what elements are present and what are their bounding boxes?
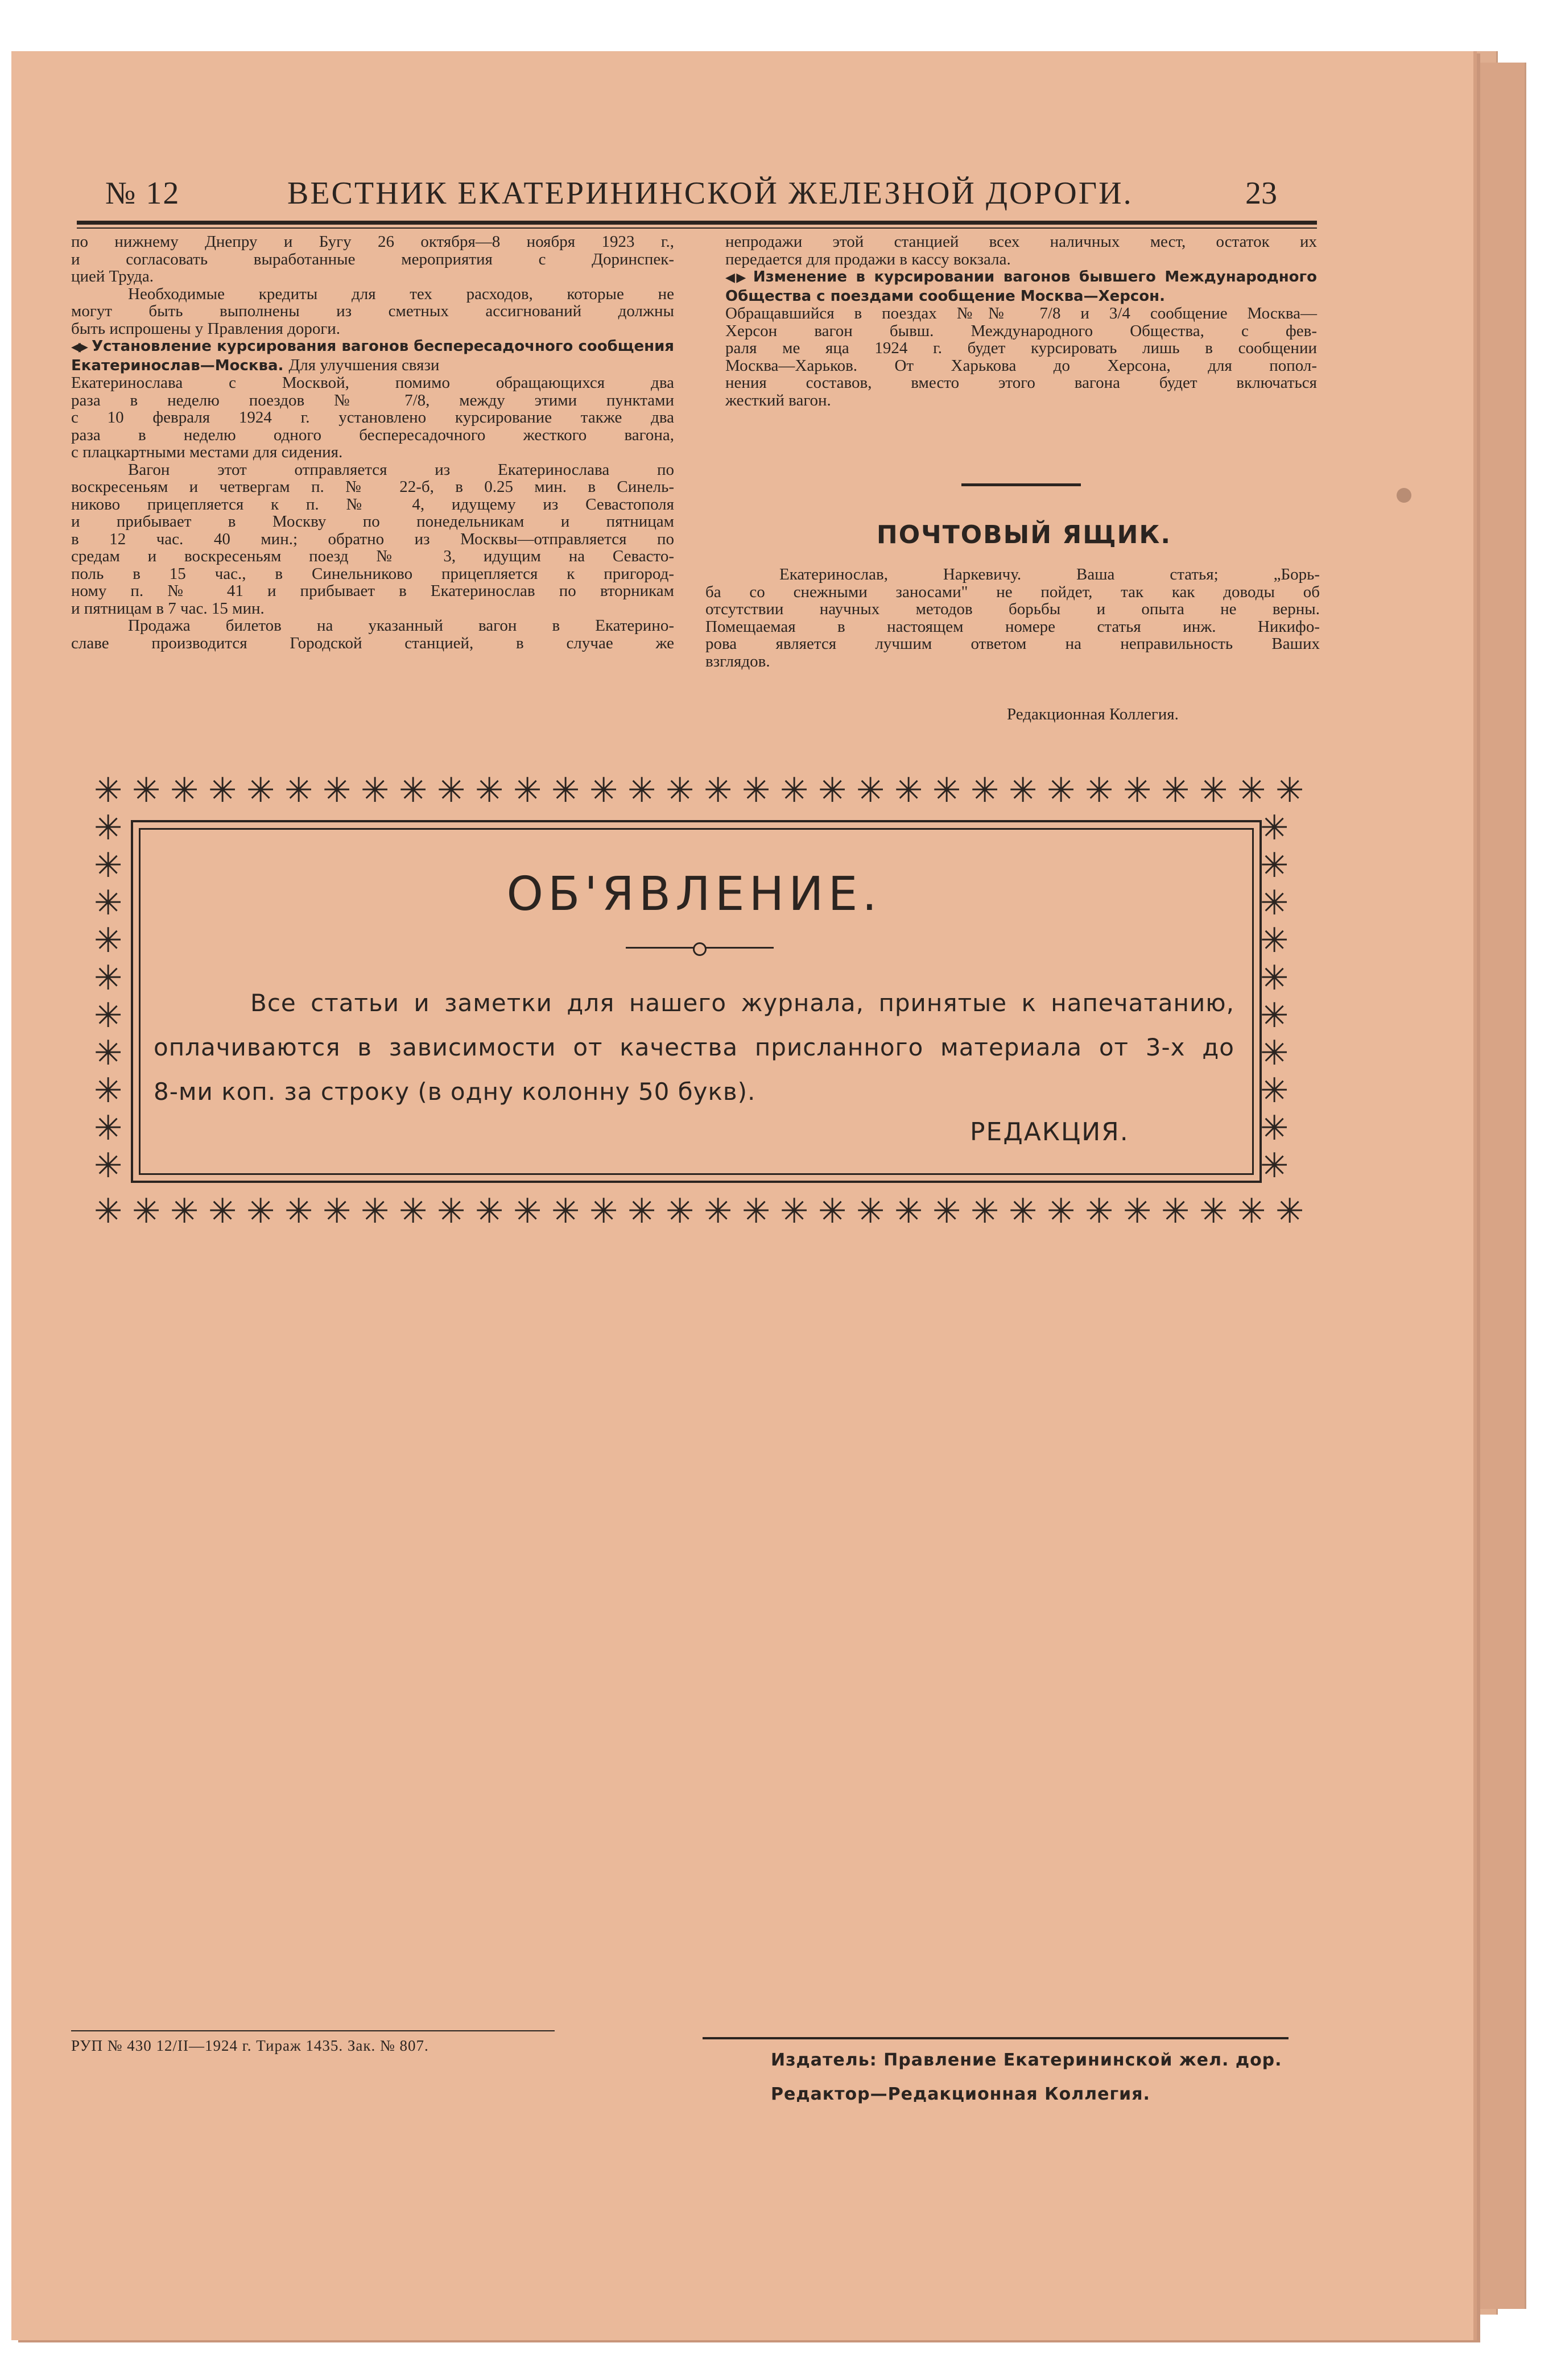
text-line: средам и воскресеньям поезд № 3, идущим на Севасто- bbox=[71, 547, 674, 565]
ornament-star-icon: ✳ bbox=[399, 1191, 428, 1231]
text-line: Необходимые кредиты для тех расходов, которые не bbox=[128, 284, 674, 303]
ornament-star-icon: ✳ bbox=[323, 1191, 352, 1231]
ornament-star-icon: ✳ bbox=[1260, 921, 1289, 961]
text-line: с плацкартными местами для сидения. bbox=[71, 443, 343, 461]
text-line: с 10 февраля 1924 г. установлено курсирование также два bbox=[71, 408, 674, 427]
paragraph bbox=[71, 461, 674, 618]
ornament-star-icon: ✳ bbox=[1260, 1033, 1289, 1073]
text-line: Херсон вагон бывш. Международного Общества, с фев- bbox=[725, 321, 1317, 340]
text-line: Вагон этот отправляется из Екатеринослава по bbox=[128, 460, 674, 479]
ornament-star-icon: ✳ bbox=[513, 1191, 542, 1231]
ornament-star-icon: ✳ bbox=[1260, 1071, 1289, 1111]
ornament-star-icon: ✳ bbox=[1275, 1191, 1304, 1231]
publisher-line: Издатель: Правление Екатерининской жел. дор. bbox=[771, 2050, 1282, 2070]
ornament-star-icon: ✳ bbox=[1085, 1191, 1114, 1231]
ornament-star-icon: ✳ bbox=[1199, 1191, 1228, 1231]
ornament-star-icon: ✳ bbox=[1260, 846, 1289, 885]
ornament-star-icon: ✳ bbox=[971, 1191, 1000, 1231]
ornament-star-icon: ✳ bbox=[1260, 958, 1289, 998]
ornament-star-icon: ✳ bbox=[589, 771, 618, 810]
editor-line: Редактор—Редакционная Коллегия. bbox=[771, 2084, 1150, 2104]
text-line: 8-ми коп. за строку (в одну колонну 50 букв). bbox=[154, 1078, 756, 1106]
ornament-star-icon: ✳ bbox=[437, 771, 466, 810]
text-line: в 12 час. 40 мин.; обратно из Москвы—отправляется по bbox=[71, 529, 674, 548]
ornament-star-icon: ✳ bbox=[475, 771, 504, 810]
section-heading: ◀▶ Установление курсирования вагонов беспересадочного сообщения Екатеринослав—Москва. bbox=[71, 338, 674, 374]
text-line: быть испрошены у Правления дороги. bbox=[71, 319, 341, 338]
ornament-star-icon: ✳ bbox=[513, 771, 542, 810]
mailbox-signature: Редакционная Коллегия. bbox=[1007, 705, 1179, 723]
ornament-star-icon: ✳ bbox=[284, 771, 313, 810]
ornament-star-icon: ✳ bbox=[208, 1191, 237, 1231]
paragraph bbox=[71, 617, 674, 652]
ornament-star-icon: ✳ bbox=[932, 771, 961, 810]
ornament-star-icon: ✳ bbox=[818, 1191, 847, 1231]
ornament-star-icon: ✳ bbox=[742, 1191, 771, 1231]
ornament-star-icon: ✳ bbox=[208, 771, 237, 810]
imprint-rule bbox=[71, 2030, 555, 2031]
announcement-text bbox=[154, 981, 1234, 1114]
page-number: 23 bbox=[1245, 176, 1277, 211]
text-line: и согласовать выработанные мероприятия с Доринспек- bbox=[71, 250, 674, 268]
ornament-star-icon: ✳ bbox=[94, 883, 123, 923]
text-line: Москва—Харьков. От Харькова до Херсона, для попол- bbox=[725, 356, 1317, 375]
text-line: ному п. № 41 и прибывает в Екатеринослав по вторникам bbox=[71, 582, 674, 600]
ornament-star-icon: ✳ bbox=[742, 771, 771, 810]
ornament-star-icon: ✳ bbox=[704, 771, 733, 810]
ornament-star-icon: ✳ bbox=[1085, 771, 1114, 810]
ornament-star-icon: ✳ bbox=[323, 771, 352, 810]
ornament-star-icon: ✳ bbox=[1260, 1108, 1289, 1148]
text-line: Обращавшийся в поездах №№ 7/8 и 3/4 сообщение Москва— bbox=[725, 304, 1317, 322]
text-line: Для улучшения связи bbox=[288, 355, 440, 374]
ornament-star-icon: ✳ bbox=[971, 771, 1000, 810]
ornament-star-icon: ✳ bbox=[894, 771, 923, 810]
punch-hole bbox=[1397, 488, 1411, 503]
announcement-signature: РЕДАКЦИЯ. bbox=[970, 1117, 1129, 1146]
ornament-star-icon: ✳ bbox=[132, 1191, 161, 1231]
ornament-star-icon: ✳ bbox=[1047, 1191, 1076, 1231]
ornament-star-icon: ✳ bbox=[1123, 771, 1152, 810]
ornament-star-icon: ✳ bbox=[856, 1191, 885, 1231]
text-line: и пятницам в 7 час. 15 мин. bbox=[71, 599, 265, 618]
ornament-star-icon: ✳ bbox=[361, 771, 390, 810]
ornament-star-icon: ✳ bbox=[475, 1191, 504, 1231]
ornament-star-icon: ✳ bbox=[361, 1191, 390, 1231]
text-line: нения составов, вместо этого вагона будет включаться bbox=[725, 374, 1317, 392]
ornament-star-icon: ✳ bbox=[437, 1191, 466, 1231]
text-line: славе производится Городской станцией, в случае же bbox=[71, 634, 674, 652]
ornament-star-icon: ✳ bbox=[1199, 771, 1228, 810]
left-column bbox=[71, 233, 674, 652]
text-line: по нижнему Днепру и Бугу 26 октября—8 ноября 1923 г., bbox=[71, 233, 674, 251]
ornament-star-icon: ✳ bbox=[94, 996, 123, 1036]
ornament-star-icon: ✳ bbox=[666, 1191, 695, 1231]
ornament-star-icon: ✳ bbox=[551, 1191, 580, 1231]
ornament-star-icon: ✳ bbox=[1009, 1191, 1038, 1231]
ornament-star-icon: ✳ bbox=[94, 846, 123, 885]
ornament-star-icon: ✳ bbox=[132, 771, 161, 810]
print-imprint: РУП № 430 12/II—1924 г. Тираж 1435. Зак. № 807. bbox=[71, 2037, 429, 2054]
text-line: Продажа билетов на указанный вагон в Екатерино- bbox=[128, 616, 674, 635]
text-line: отсутствии научных методов борьбы и опыта не верны. bbox=[705, 600, 1320, 618]
section-divider bbox=[961, 483, 1081, 486]
text-line: Все статьи и заметки для нашего журнала, принятые к напечатанию, bbox=[250, 989, 1234, 1017]
text-line: рова является лучшим ответом на неправильность Ваших bbox=[705, 635, 1320, 653]
ornament-star-icon: ✳ bbox=[94, 1146, 123, 1186]
ornament-star-icon: ✳ bbox=[1161, 771, 1190, 810]
mailbox-text bbox=[705, 566, 1320, 670]
paragraph bbox=[725, 233, 1317, 268]
section-heading: ◀▶ Изменение в курсировании вагонов бывшего Международного Общества с поездами сообщение Москва—Херсон. bbox=[725, 268, 1317, 305]
ornament-star-icon: ✳ bbox=[894, 1191, 923, 1231]
text-line: раля ме яца 1924 г. будет курсировать лишь в сообщении bbox=[725, 339, 1317, 357]
ornament-star-icon: ✳ bbox=[170, 771, 199, 810]
ornament-star-icon: ✳ bbox=[94, 1108, 123, 1148]
ornament-star-icon: ✳ bbox=[932, 1191, 961, 1231]
text-line: ба со снежными заносами" не пойдет, так как доводы об bbox=[705, 582, 1320, 601]
ornament-star-icon: ✳ bbox=[1260, 1146, 1289, 1186]
ornament-star-icon: ✳ bbox=[780, 1191, 809, 1231]
ornament-divider bbox=[626, 947, 774, 949]
ornament-star-icon: ✳ bbox=[1161, 1191, 1190, 1231]
ornament-star-icon: ✳ bbox=[94, 1071, 123, 1111]
ornament-star-icon: ✳ bbox=[1123, 1191, 1152, 1231]
text-line: никово прицепляется к п. № 4, идущему из Севастополя bbox=[71, 495, 674, 514]
ornament-star-icon: ✳ bbox=[551, 771, 580, 810]
ornament-star-icon: ✳ bbox=[589, 1191, 618, 1231]
ornament-star-icon: ✳ bbox=[94, 1033, 123, 1073]
ornament-star-icon: ✳ bbox=[704, 1191, 733, 1231]
text-line: оплачиваются в зависимости от качества присланного материала от 3-х до bbox=[154, 1033, 1234, 1061]
header-rule-thin bbox=[77, 227, 1317, 229]
ornament-star-icon: ✳ bbox=[94, 958, 123, 998]
page-header bbox=[77, 171, 1317, 216]
ornament-star-icon: ✳ bbox=[246, 771, 275, 810]
ornament-star-icon: ✳ bbox=[780, 771, 809, 810]
ornament-star-icon: ✳ bbox=[94, 771, 123, 810]
ornament-star-icon: ✳ bbox=[1009, 771, 1038, 810]
text-line: воскресеньям и четвергам п. № 22-б, в 0.25 мин. в Синель- bbox=[71, 478, 674, 496]
paragraph bbox=[71, 233, 674, 285]
ornament-star-icon: ✳ bbox=[284, 1191, 313, 1231]
journal-title: ВЕСТНИК ЕКАТЕРИНИНСКОЙ ЖЕЛЕЗНОЙ ДОРОГИ. bbox=[287, 176, 1133, 211]
ornament-star-icon: ✳ bbox=[1047, 771, 1076, 810]
ornament-star-icon: ✳ bbox=[399, 771, 428, 810]
ornament-star-icon: ✳ bbox=[1237, 1191, 1266, 1231]
text-line: передается для продажи в кассу вокзала. bbox=[725, 250, 1011, 268]
mailbox-title: ПОЧТОВЫЙ ЯЩИК. bbox=[876, 520, 1172, 549]
text-line: цией Труда. bbox=[71, 267, 154, 285]
paragraph bbox=[71, 285, 674, 338]
text-line: взглядов. bbox=[705, 652, 770, 670]
text-line: и прибывает в Москву по понедельникам и пятницам bbox=[71, 512, 674, 531]
publisher-rule bbox=[703, 2037, 1289, 2039]
ornament-star-icon: ✳ bbox=[818, 771, 847, 810]
paragraph bbox=[725, 268, 1317, 409]
ornament-star-icon: ✳ bbox=[170, 1191, 199, 1231]
ornament-star-icon: ✳ bbox=[627, 771, 656, 810]
ornament-star-icon: ✳ bbox=[1260, 996, 1289, 1036]
announcement-title: ОБ'ЯВЛЕНИЕ. bbox=[506, 867, 882, 921]
ornament-star-icon: ✳ bbox=[246, 1191, 275, 1231]
ornament-star-icon: ✳ bbox=[1260, 883, 1289, 923]
ornament-star-icon: ✳ bbox=[1260, 808, 1289, 848]
ornament-star-icon: ✳ bbox=[94, 921, 123, 961]
ornament-star-icon: ✳ bbox=[856, 771, 885, 810]
right-column bbox=[725, 233, 1317, 409]
header-rule bbox=[77, 221, 1317, 225]
ornament-star-icon: ✳ bbox=[94, 808, 123, 848]
text-line: раза в неделю поездов № 7/8, между этими пунктами bbox=[71, 391, 674, 409]
text-line: жесткий вагон. bbox=[725, 391, 831, 409]
text-line: могут быть выполнены из сметных ассигнований должны bbox=[71, 302, 674, 320]
ornament-star-icon: ✳ bbox=[627, 1191, 656, 1231]
text-line: Помещаемая в настоящем номере статья инж. Никифо- bbox=[705, 617, 1320, 636]
paragraph bbox=[71, 337, 674, 461]
ornament-star-icon: ✳ bbox=[1275, 771, 1304, 810]
ornament-star-icon: ✳ bbox=[1237, 771, 1266, 810]
text-line: Екатеринослав, Наркевичу. Ваша статья; „Борь- bbox=[779, 565, 1320, 583]
text-line: непродажи этой станцией всех наличных мест, остаток их bbox=[725, 233, 1317, 251]
issue-number: № 12 bbox=[105, 176, 180, 211]
text-line: Екатеринослава с Москвой, помимо обращающихся два bbox=[71, 374, 674, 392]
ornament-star-icon: ✳ bbox=[666, 771, 695, 810]
text-line: поль в 15 час., в Синельниково прицепляется к пригород- bbox=[71, 564, 674, 583]
text-line: раза в неделю одного беспересадочного жесткого вагона, bbox=[71, 425, 674, 444]
ornament-star-icon: ✳ bbox=[94, 1191, 123, 1231]
